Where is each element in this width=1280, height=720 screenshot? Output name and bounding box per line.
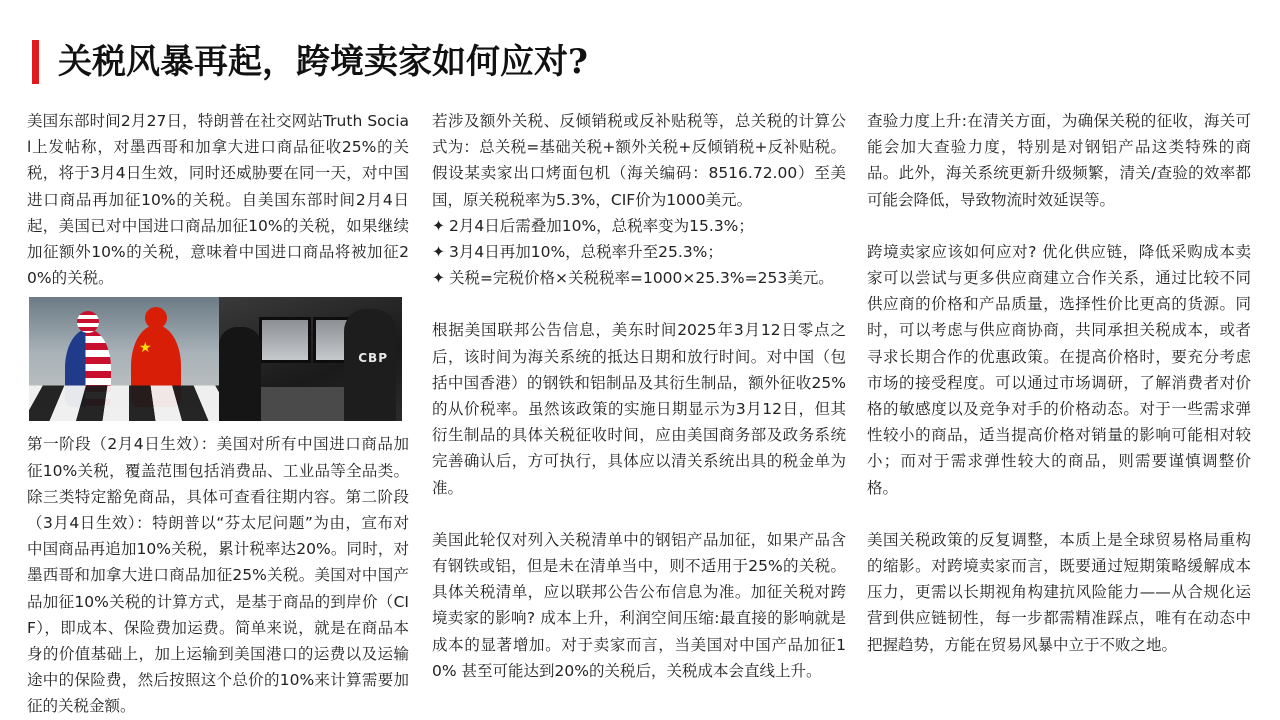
federal-notice-paragraph: 根据美国联邦公告信息，美东时间2025年3月12日零点之后，该时间为海关系统的抵达日期和放行时间。对中国（包括中国香港）的钢铁和铝制品及其衍生制品，额外征收25%的从价税率。虽然该政策的实施日期显示为3月12日，但其衍生制品的具体关税征收时间，应由美国商务部及政务系统完善确认后，方可执行，具体应以清关系统出具的税金单为准。 [432, 321, 846, 497]
conclusion-paragraph: 美国关税政策的反复调整，本质上是全球贸易格局重构的缩影。对跨境卖家而言，既要通过短期策略缓解成本压力，更需以长期视角构建抗风险能力——从合规化运营到供应链韧性，每一步都需精准踩点，唯有在动态中把握趋势，方能在贸易风暴中立于不败之地。 [867, 530, 1251, 654]
officer-silhouette [219, 327, 261, 421]
bullet-item: ✦ 2月4日后需叠加10%，总税率变为15.3%； [432, 216, 754, 235]
bullet-star-icon: ✦ [432, 269, 445, 288]
inspection-paragraph: 查验力度上升:在清关方面，为确保关税的征收，海关可能会加大查验力度，特别是对钢铝产品这类特殊的商品。此外，海关系统更新升级频繁，清关/查验的效率都可能会降低，导致物流时效延误等。 [867, 112, 1251, 209]
response-paragraph: 跨境卖家应该如何应对? 优化供应链，降低采购成本卖家可以尝试与更多供应商建立合作关系，通过比较不同供应商的价格和产品质量，选择性价比更高的货源。同时，可以考虑与供应商协商，共同承担关税成本，或者寻求长期合作的优惠政策。在提高价格时，要充分考虑市场的接受程度。可以通过市场调研，了解消费者对价格的敏感度以及竞争对手的价格动态。对于一些需求弹性较小的商品，适当提高价格对销量的影响可能相对较小；而对于需求弹性较大的商品，则需要谨慎调整价格。 [867, 242, 1251, 497]
cbp-vest-label: CBP [358, 351, 388, 366]
paragraph-gap [867, 501, 1251, 527]
tariff-photo [29, 297, 402, 421]
monitor [259, 317, 311, 363]
title-accent-bar [32, 40, 39, 84]
bullet-star-icon: ✦ [432, 243, 445, 262]
bullet-item: ✦ 3月4日再加10%，总税率升至25.3%； [432, 243, 723, 262]
paragraph-gap [432, 291, 846, 317]
page-title: 关税风暴再起，跨境卖家如何应对? [58, 42, 588, 82]
bullet-item: ✦ 关税=完税价格×关税税率=1000×25.3%=253美元。 [432, 269, 834, 288]
intro-paragraph: 美国东部时间2月27日，特朗普在社交网站Truth Social上发帖称，对墨西哥和加拿大进口商品征收25%的关税，将于3月4日生效，同时还威胁要在同一天，对中国进口商品再加征10%的关税。自美国东部时间2月4日起，美国已对中国进口商品加征10%的关税，如果继续加征额外10%的关税，意味着中国进口商品将被加征20%的关税。 [27, 112, 409, 288]
chess-pieces-image [29, 297, 219, 421]
phases-paragraph: 第一阶段（2月4日生效）：美国对所有中国进口商品加征10%关税，覆盖范围包括消费品、工业品等全品类。除三类特定豁免商品，具体可查看往期内容。第二阶段（3月4日生效）：特朗普以“芬太尼问题”为由，宣布对中国商品再追加10%关税，累计税率达20%。同时，对墨西哥和加拿大进口商品加征25%关税。美国对中国产品加征10%关税的计算方式，是基于商品的到岸价（CIF），即成本、保险费加运费。简单来说，就是在商品本身的价值基础上，加上运输到美国港口的运费以及运输途中的保险费，然后按照这个总价的10%来计算需要加征的关税金额。 [27, 435, 409, 716]
chessboard [29, 386, 219, 422]
steel-aluminum-paragraph: 美国此轮仅对列入关税清单中的钢铝产品加征，如果产品含有钢铁或铝，但是未在清单当中，则不适用于25%的关税。具体关税清单，应以联邦公告公布信息为准。加征关税对跨境卖家的影响? 成本上升，利润空间压缩:最直接的影响就是成本的显著增加。对于卖家而言，当美国对中国产品加征10% 甚至可能达到20%的关税后，关税成本会直线上升。 [432, 530, 846, 680]
column-3 [867, 108, 1251, 658]
paragraph-gap [867, 213, 1251, 239]
bullet-star-icon: ✦ [432, 216, 445, 235]
column-1 [27, 108, 409, 720]
paragraph-gap [432, 501, 846, 527]
china-flag-chess-piece: ★ [131, 325, 181, 407]
column-2 [432, 108, 846, 684]
formula-paragraph: 若涉及额外关税、反倾销税或反补贴税等，总关税的计算公式为：总关税=基础关税+额外关税+反倾销税+反补贴税。假设某卖家出口烤面包机（海关编码：8516.72.00）至美国，原关税税率为5.3%，CIF价为1000美元。 [432, 112, 846, 209]
customs-officers-image [219, 297, 402, 421]
